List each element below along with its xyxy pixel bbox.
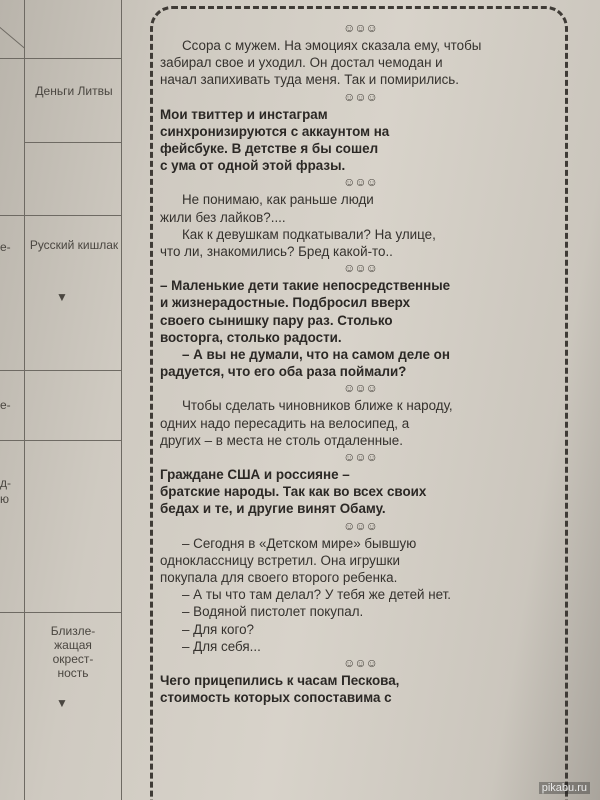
- joke-line: – Для себя...: [182, 638, 261, 654]
- joke-line: с ума от одной этой фразы.: [160, 158, 346, 174]
- joke: [160, 191, 560, 260]
- joke-line: фейсбуке. В детстве я бы сошел: [160, 141, 379, 157]
- joke-line: забирал свое и уходил. Он достал чемодан и: [160, 55, 443, 71]
- crossword-grid-line: [24, 142, 122, 143]
- joke-line: бедах и те, и другие винят Обаму.: [160, 501, 386, 517]
- joke: [160, 466, 560, 518]
- crossword-fragment: ю: [0, 492, 9, 506]
- smiley-separator-icon: ☺☺☺: [343, 261, 377, 276]
- crossword-clue-3: Близле-жащая окрест-ность: [50, 624, 96, 680]
- crossword-grid-line: [0, 215, 122, 216]
- joke: [160, 397, 560, 449]
- joke-line: Чего прицепились к часам Пескова,: [160, 673, 400, 689]
- crossword-fragment: е-: [0, 240, 11, 254]
- smiley-separator-icon: ☺☺☺: [343, 175, 377, 190]
- joke-line: других – в места не столь отдаленные.: [160, 432, 403, 448]
- watermark: pikabu.ru: [539, 782, 590, 794]
- joke-line: жили без лайков?....: [160, 209, 286, 225]
- crossword-fragment: д-: [0, 476, 11, 490]
- crossword-strip: [0, 0, 122, 800]
- joke-line: – Водяной пистолет покупал.: [182, 604, 364, 620]
- joke-line: Ссора с мужем. На эмоциях сказала ему, чтобы: [182, 38, 482, 53]
- crossword-diagonal-line: [0, 22, 25, 48]
- crossword-grid-line: [0, 612, 122, 613]
- joke-line: – А ты что там делал? У тебя же детей нет.: [182, 587, 452, 603]
- joke: [160, 535, 560, 655]
- crossword-grid-line: [0, 440, 122, 441]
- joke-line: – А вы не думали, что на самом деле он: [182, 347, 450, 363]
- jokes-column: [160, 20, 560, 707]
- joke-line: что ли, знакомились? Бред какой-то..: [160, 244, 393, 260]
- joke-line: синхронизируются с аккаунтом на: [160, 123, 390, 139]
- crossword-arrow-down-icon: ▼: [56, 696, 68, 710]
- joke-line: Как к девушкам подкатывали? На улице,: [182, 226, 436, 242]
- crossword-grid-line: [121, 0, 122, 800]
- joke: [160, 277, 560, 380]
- smiley-separator-icon: ☺☺☺: [343, 518, 377, 533]
- joke: [160, 37, 560, 89]
- crossword-clue-2: Русский кишлак: [29, 238, 119, 252]
- joke-line: стоимость которых сопоставима с: [160, 690, 392, 706]
- crossword-grid-line: [0, 370, 122, 371]
- joke: [160, 672, 560, 706]
- crossword-clue-1: Деньги Литвы: [35, 84, 113, 98]
- joke-line: начал запихивать туда меня. Так и помирились.: [160, 72, 459, 88]
- smiley-separator-icon: ☺☺☺: [343, 21, 377, 35]
- joke-line: своего сынишку пару раз. Столько: [160, 312, 393, 328]
- joke-line: братские народы. Так как во всех своих: [160, 484, 427, 500]
- crossword-grid-line: [0, 58, 122, 59]
- joke-line: Чтобы сделать чиновников ближе к народу,: [182, 398, 453, 414]
- joke-line: – Маленькие дети такие непосредственные: [160, 278, 451, 294]
- joke-line: и жизнерадостные. Подбросил вверх: [160, 295, 411, 311]
- joke-line: Не понимаю, как раньше люди: [182, 192, 374, 208]
- smiley-separator-icon: ☺☺☺: [343, 656, 377, 671]
- crossword-grid-line: [24, 0, 25, 800]
- joke-line: – Для кого?: [182, 621, 254, 637]
- crossword-arrow-down-icon: ▼: [56, 290, 68, 304]
- joke-line: одноклассницу встретил. Она игрушки: [160, 552, 400, 568]
- crossword-fragment: е-: [0, 398, 11, 412]
- smiley-separator-icon: ☺☺☺: [343, 381, 377, 396]
- smiley-separator-icon: ☺☺☺: [343, 89, 377, 104]
- joke-line: Мои твиттер и инстаграм: [160, 106, 328, 122]
- joke: [160, 106, 560, 175]
- joke-line: одних надо пересадить на велосипед, а: [160, 415, 410, 431]
- joke-line: Граждане США и россияне –: [160, 467, 350, 483]
- joke-line: покупала для своего второго ребенка.: [160, 570, 398, 586]
- smiley-separator-icon: ☺☺☺: [343, 450, 377, 465]
- joke-line: радуется, что его оба раза поймали?: [160, 364, 407, 380]
- joke-line: – Сегодня в «Детском мире» бывшую: [182, 535, 417, 551]
- joke-line: восторга, столько радости.: [160, 329, 342, 345]
